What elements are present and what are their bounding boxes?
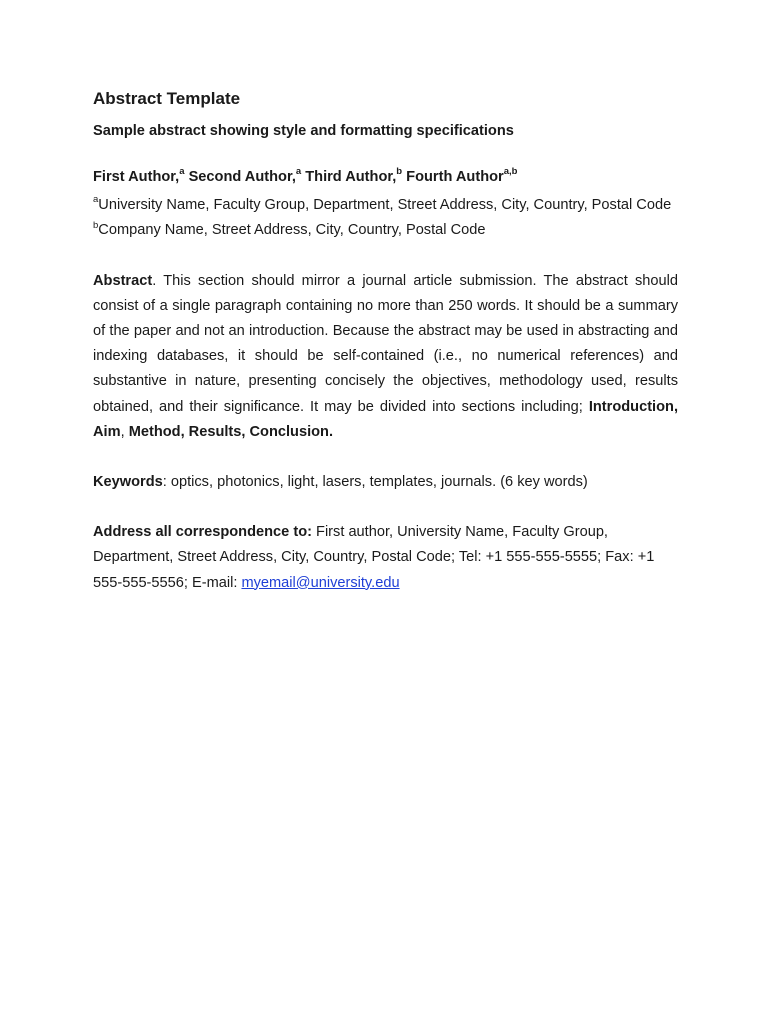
- abstract-sections-sep: ,: [120, 423, 129, 440]
- abstract-sections-b: Method, Results, Conclusion.: [128, 423, 334, 440]
- document-title: Abstract Template: [93, 89, 241, 108]
- affiliation-mark: b: [93, 219, 99, 231]
- affiliation-text: Company Name, Street Address, City, Country, Postal Code: [98, 222, 486, 239]
- abstract-sections-a: Introduction, Aim: [93, 398, 678, 440]
- author-affiliation-mark: a,b: [503, 166, 518, 178]
- author-affiliation-mark: a: [179, 166, 185, 178]
- author-name: Second Author,: [188, 169, 296, 185]
- keywords-text: : optics, photonics, light, lasers, templates, journals. (6 key words): [162, 474, 588, 491]
- abstract-label: Abstract: [93, 272, 153, 289]
- author-affiliation-mark: a: [295, 166, 302, 178]
- correspondence-paragraph: [93, 520, 678, 596]
- author-name: Third Author,: [305, 169, 397, 185]
- email-link[interactable]: myemail@university.edu: [241, 574, 400, 591]
- affiliation-text: University Name, Faculty Group, Department, Street Address, City, Country, Postal Code: [98, 197, 672, 214]
- document-subtitle: Sample abstract showing style and formatting specifications: [93, 123, 514, 139]
- affiliation-mark: a: [93, 194, 99, 206]
- affiliation: [93, 218, 678, 243]
- abstract-paragraph: [93, 269, 678, 445]
- keywords-paragraph: [93, 470, 678, 495]
- author-name: Fourth Author: [406, 169, 504, 185]
- author-list: [93, 165, 678, 190]
- affiliation: [93, 193, 678, 218]
- correspondence-text: First author, University Name, Faculty Group, Department, Street Address, City, Country, Postal Code; Tel: +1 555-555-5555; Fax: +1 555-555-5556; E-mail:: [93, 524, 655, 591]
- author-affiliation-mark: b: [396, 166, 403, 178]
- correspondence-label: Address all correspondence to:: [93, 524, 312, 541]
- author-name: First Author,: [93, 169, 180, 185]
- keywords-label: Keywords: [93, 474, 163, 491]
- abstract-body: . This section should mirror a journal article submission. The abstract should consist of a single paragraph containing no more than 250 words. It should be a summary of the paper and not an introduction. Because the abstract may be used in abstracting and indexing databases, it should be self-contained (i.e., no numerical references) and substantive in nature, presenting concisely the objectives, methodology used, results obtained, and their significance. It may be divided into sections including;: [93, 272, 678, 415]
